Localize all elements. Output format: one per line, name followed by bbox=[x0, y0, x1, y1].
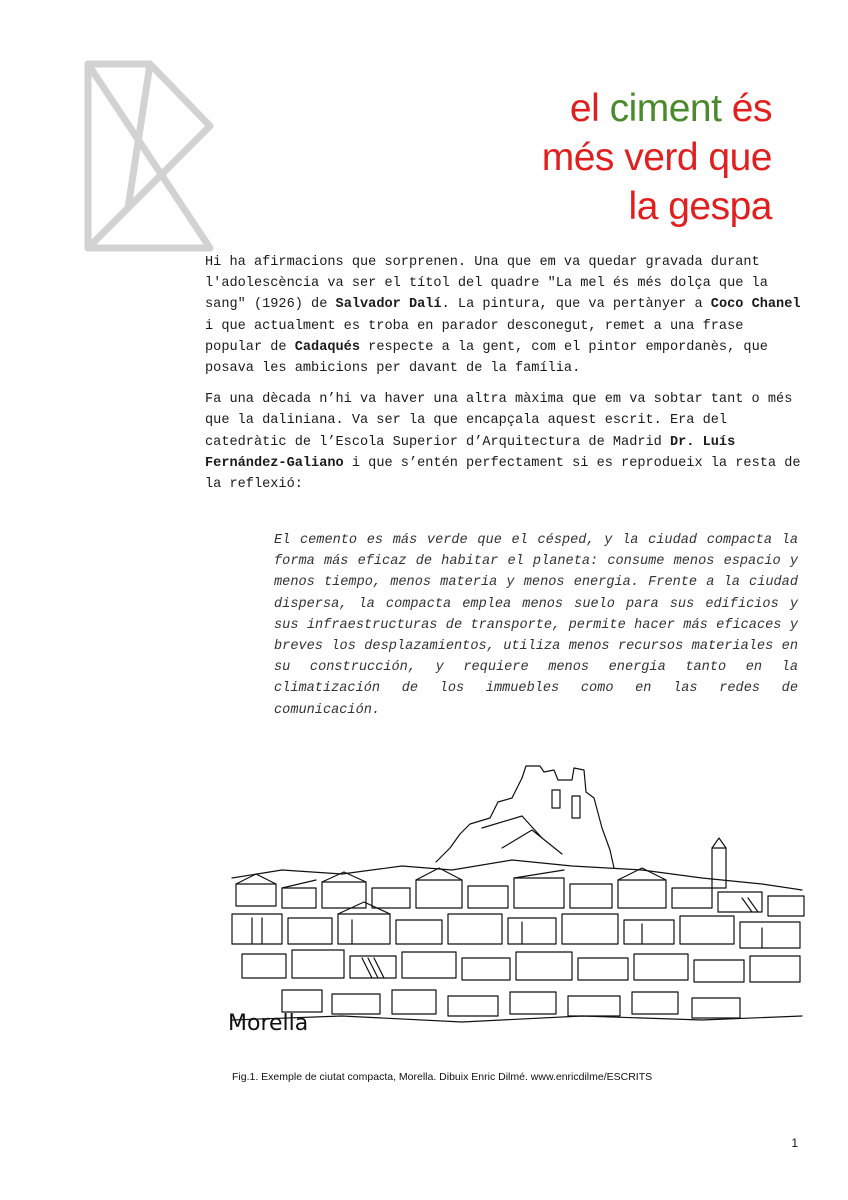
name-cadaques: Cadaqués bbox=[294, 339, 360, 355]
folded-paper-logo-icon bbox=[78, 58, 218, 254]
title-highlight: ciment bbox=[609, 87, 722, 130]
page-number: 1 bbox=[791, 1136, 798, 1150]
page-title: el ciment és més verd que la gespa bbox=[541, 87, 772, 228]
sketch-signature: Morella bbox=[228, 1011, 309, 1036]
paragraph-2: Fa una dècada n’hi va haver una altra màxima que em va sobtar tant o més que la daliniana. Va ser la que encapçala aquest escrit. Era del catedràtic de l’Escola Superior d’Arquitectura de Madrid Dr. Luís Fernández-Galiano i que s’entén perfectament si es reprodueix la resta de la reflexió: bbox=[205, 392, 801, 493]
figure-caption: Fig.1. Exemple de ciutat compacta, Morella. Dibuix Enric Dilmé. www.enricdilme/ESCRITS bbox=[232, 1071, 653, 1083]
name-dali: Salvador Dalí bbox=[335, 297, 442, 313]
name-chanel: Coco Chanel bbox=[710, 297, 801, 313]
morella-sketch bbox=[222, 758, 812, 1038]
name-galiano: Dr. Luís Fernández-Galiano bbox=[205, 434, 736, 471]
paragraph-1: Hi ha afirmacions que sorprenen. Una que em va quedar gravada durant l'adolescència va ser el títol del quadre "La mel és més dolça que la sang" (1926) de Salvador Dalí. La pintura, que va pertànyer a Coco Chanel i que actualment es troba en parador desconegut, remet a una frase popular de Cadaqués respecte a la gent, com el pintor empordanès, que posava les ambicions per davant de la família. bbox=[205, 255, 801, 377]
article-body bbox=[205, 252, 801, 505]
block-quote: El cemento es más verde que el césped, y la ciudad compacta la forma más eficaz de habitar el planeta: consume menos espacio y menos tiempo, menos materia y menos energia. Frente a la ciudad dispersa, la compacta emplea menos suelo para sus edificios y sus infraestructuras de transporte, permite hacer más eficaces y breves los desplazamientos, utiliza menos recursos materiales en su construcción, y requiere menos energia tanto en la climatización de los immuebles como en las redes de comunicación. bbox=[274, 533, 798, 718]
